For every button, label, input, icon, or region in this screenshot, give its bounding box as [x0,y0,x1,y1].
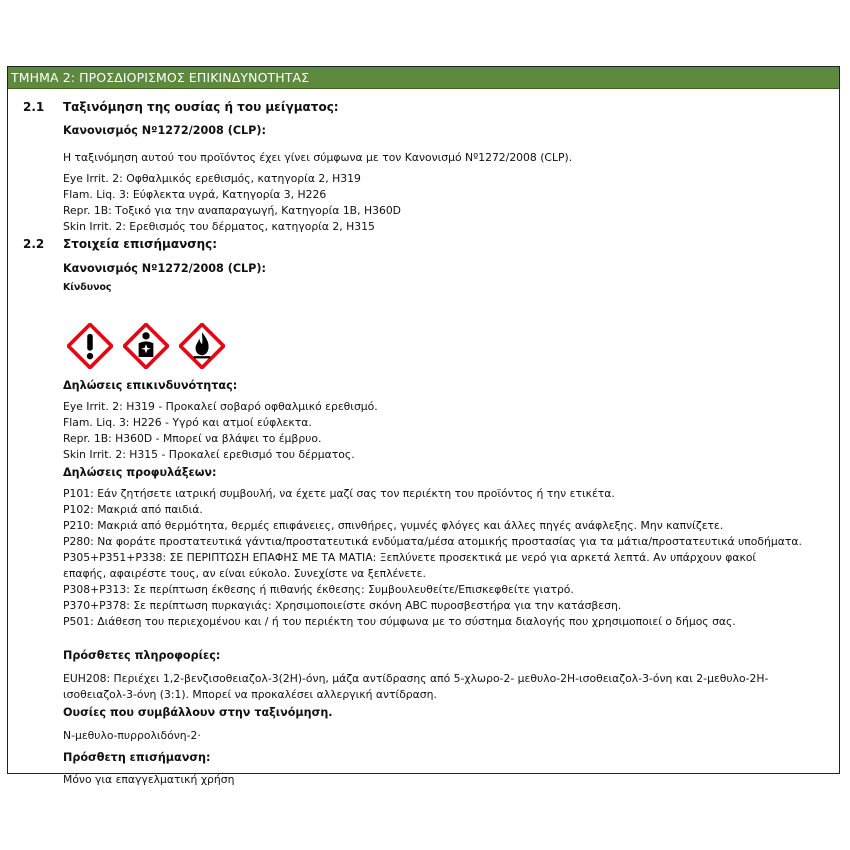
signal-word: Κίνδυνος [63,282,112,293]
classification-item: Skin Irrit. 2: Ερεθισμός του δέρματος, κατηγορία 2, H315 [63,220,375,233]
sds-section-frame [7,66,840,786]
exclamation-icon [67,323,113,369]
ghs-pictograms [67,323,225,369]
hazard-statements-title: Δηλώσεις επικινδυνότητας: [63,379,238,392]
section-header: ΤΜΗΜΑ 2: ΠΡΟΣΔΙΟΡΙΣΜΟΣ ΕΠΙΚΙΝΔΥΝΟΤΗΤΑΣ [8,67,839,89]
precautionary-statement: P280: Να φοράτε προστατευτικά γάντια/προστατευτικά ενδύματα/μέσα ατομικής προστασίας για τα μάτια/προστατευτικά υποδήματα. [63,535,802,548]
precautionary-statement: P370+P378: Σε περίπτωση πυρκαγιάς: Χρησιμοποιείστε σκόνη ABC πυροσβεστήρα για την κατάσβεση. [63,599,622,612]
classification-item: Eye Irrit. 2: Οφθαλμικός ερεθισμός, κατηγορία 2, H319 [63,172,361,185]
precautionary-statement: P210: Μακριά από θερμότητα, θερμές επιφάνειες, σπινθήρες, γυμνές φλόγες και άλλες πηγές ανάφλεξης. Μην καπνίζετε. [63,519,724,532]
additional-info-text: EUH208: Περιέχει 1,2-βενζισοθειαζολ-3(2H)-όνη, μάζα αντίδρασης από 5-χλωρο-2- μεθυλο-2Η-ισοθειαζολ-3-όνη και 2-μεθυλο-2Η- [63,672,769,685]
classification-item: Flam. Liq. 3: Εύφλεκτα υγρά, Κατηγορία 3, H226 [63,188,327,201]
hazard-statement: Eye Irrit. 2: H319 - Προκαλεί σοβαρό οφθαλμικό ερεθισμό. [63,400,378,413]
precautionary-statements-title: Δηλώσεις προφυλάξεων: [63,466,217,479]
precautionary-statement: P308+P313: Σε περίπτωση έκθεσης ή πιθανής έκθεσης: Συμβουλευθείτε/Επισκεφθείτε γιατρό. [63,583,574,596]
hazard-statement: Repr. 1B: H360D - Μπορεί να βλάψει το έμβρυο. [63,432,322,445]
additional-info-text: ισοθειαζολ-3-όνη (3:1). Μπορεί να προκαλέσει αλλεργική αντίδραση. [63,688,437,701]
section-2-2-title: Στοιχεία επισήμανσης: [63,237,218,251]
substances-title: Ουσίες που συμβάλλουν στην ταξινόμηση. [63,706,333,719]
classification-item: Repr. 1B: Τοξικό για την αναπαραγωγή, Κατηγορία 1B, H360D [63,204,401,217]
precautionary-statement: P305+P351+P338: ΣΕ ΠΕΡΙΠΤΩΣΗ ΕΠΑΦΗΣ ΜΕ ΤΑ ΜΑΤΙΑ: Ξεπλύνετε προσεκτικά με νερό για αρκετά λεπτά. Αν υπάρχουν φακοί [63,551,757,564]
substances-text: N-μεθυλο-πυρρολιδόνη-2· [63,729,201,742]
flame-icon [179,323,225,369]
health-hazard-icon [123,323,169,369]
section-number-2-2: 2.2 [23,237,45,251]
precautionary-statement: P102: Μακριά από παιδιά. [63,503,203,516]
section-2-1-title: Ταξινόμηση της ουσίας ή του μείγματος: [63,100,339,114]
extra-label-title: Πρόσθετη επισήμανση: [63,751,211,764]
hazard-statement: Flam. Liq. 3: H226 - Υγρό και ατμοί εύφλεκτα. [63,416,312,429]
additional-info-title: Πρόσθετες πληροφορίες: [63,649,221,662]
section-2-1-regulation: Κανονισμός Nº1272/2008 (CLP): [63,124,266,137]
precautionary-statement: P101: Εάν ζητήσετε ιατρική συμβουλή, να έχετε μαζί σας τον περιέκτη του προϊόντος ή την ετικέτα. [63,487,615,500]
hazard-statement: Skin Irrit. 2: H315 - Προκαλεί ερεθισμό του δέρματος. [63,448,355,461]
precautionary-statement: P501: Διάθεση του περιεχομένου και / ή του περιέκτη του σύμφωνα με το σύστημα διαλογής που χρησιμοποιεί ο δήμος σας. [63,615,736,628]
precautionary-statement: επαφής, αφαιρέστε τους, αν είναι εύκολο. Συνεχίστε να ξεπλένετε. [63,567,426,580]
extra-label-text: Μόνο για επαγγελματική χρήση [63,773,235,786]
section-number-2-1: 2.1 [23,100,45,114]
section-2-2-regulation: Κανονισμός Nº1272/2008 (CLP): [63,262,266,275]
classification-intro: Η ταξινόμηση αυτού του προϊόντος έχει γίνει σύμφωνα με τον Κανονισμό Nº1272/2008 (CLP). [63,151,573,164]
